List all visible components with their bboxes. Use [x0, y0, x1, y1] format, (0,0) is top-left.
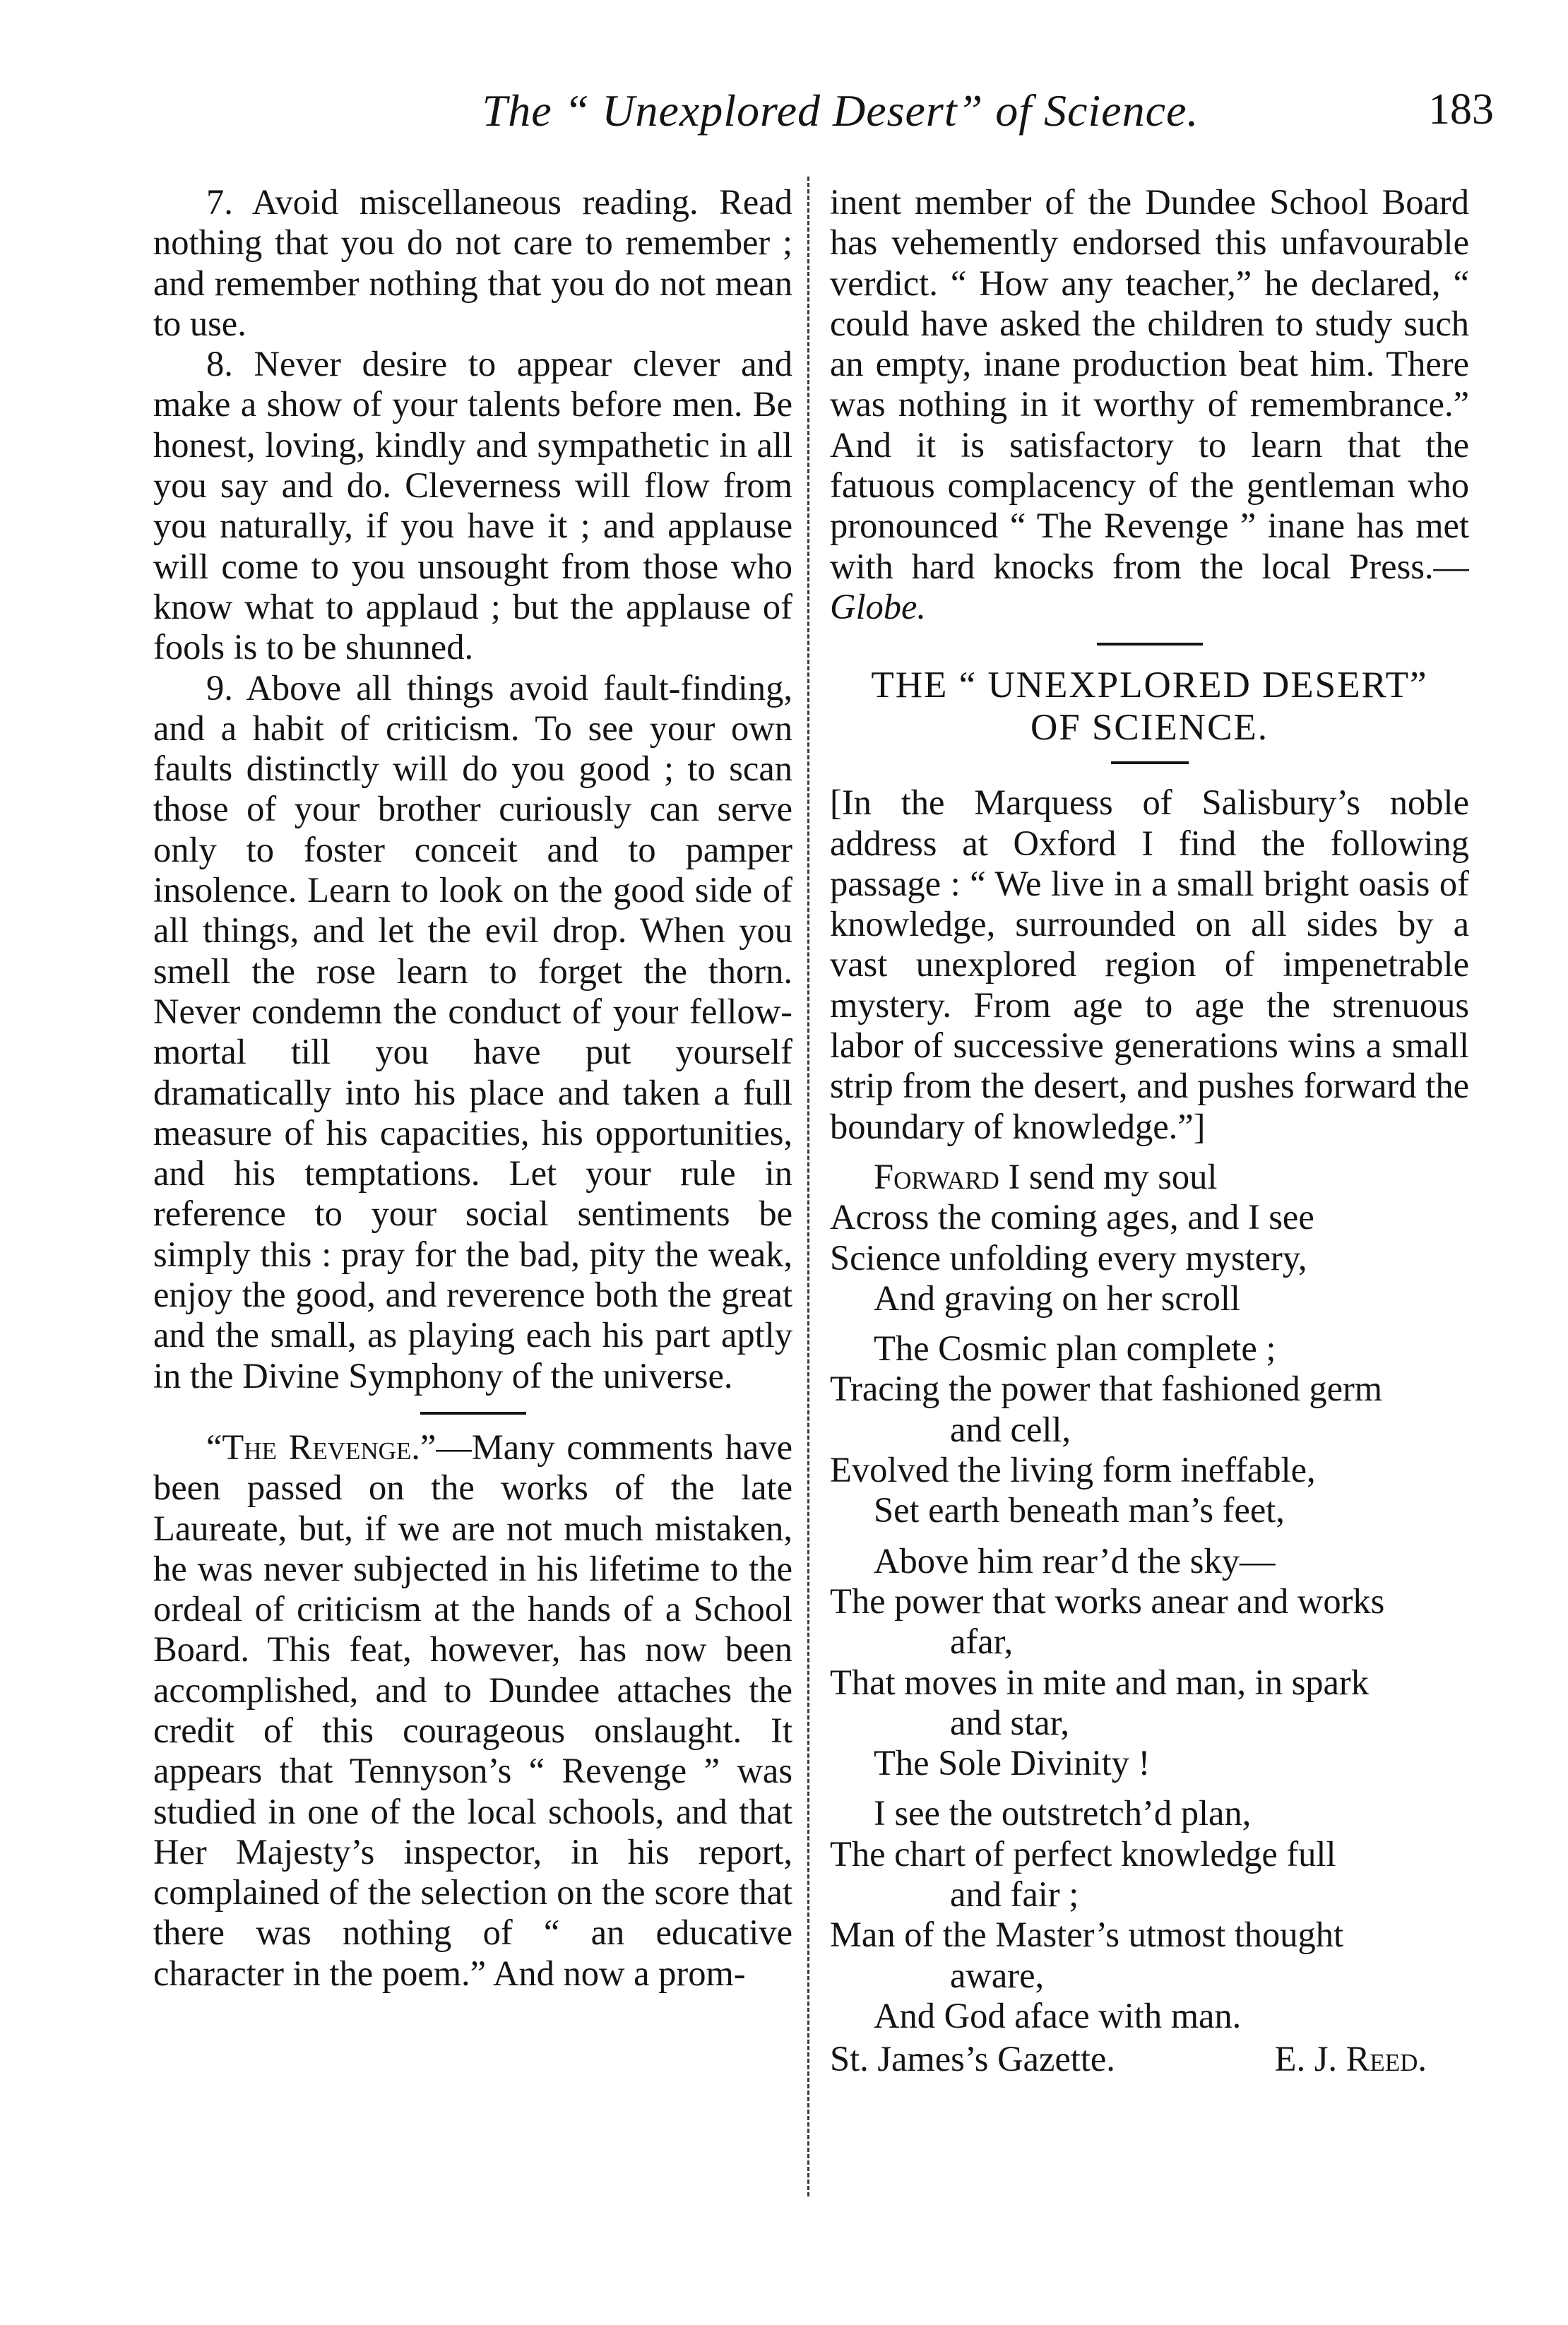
section-divider — [1097, 643, 1203, 646]
revenge-heading: “The Revenge.” — [206, 1427, 436, 1467]
poem-line: aware, — [950, 1955, 1045, 1995]
page-header — [0, 85, 1568, 170]
poem-signoff — [830, 2039, 1469, 2079]
title-divider — [1111, 761, 1189, 764]
poem-line-rest: I send my soul — [999, 1156, 1218, 1196]
poem-line: and cell, — [950, 1409, 1071, 1449]
poem-line-lead: Forward — [874, 1156, 999, 1196]
left-column — [153, 182, 792, 2244]
revenge-continuation — [830, 182, 1469, 627]
poem-stanza-4 — [830, 1793, 1469, 2036]
poem-line: afar, — [950, 1622, 1014, 1662]
poem-line: Man of the Master’s utmost thought — [830, 1915, 1344, 1955]
poem-line: I see the outstretch’d plan, — [874, 1793, 1252, 1833]
paragraph-9: 9. Above all things avoid fault-finding, and a habit of criticism. To see your own faults distinctly will do you good ; to scan those of your brother curiously can serve only to foster conceit and to pamper insolence. Learn to look on the good side of all things, and let the evil drop. When you smell the rose learn to forget the thorn. Never condemn the conduct of your fellow-mortal till you have put yourself dramatically into his place and taken a full measure of his capacities, his opportunities, and his temptations. Let your rule in reference to your social sentiments be simply this : pray for the bad, pity the weak, enjoy the good, and reverence both the great and the small, as playing each his part aptly in the Divine Symphony of the universe. — [153, 667, 792, 1396]
poem-line: Science unfolding every mystery, — [830, 1237, 1307, 1278]
page-number: 183 — [1428, 85, 1494, 133]
poem-line: Set earth beneath man’s feet, — [874, 1490, 1285, 1530]
poem-line: Tracing the power that fashioned germ — [830, 1369, 1383, 1409]
article-title-line-2: OF SCIENCE. — [1030, 707, 1269, 749]
poem-line: The power that works anear and works — [830, 1581, 1385, 1621]
poem-line: Across the coming ages, and I see — [830, 1197, 1314, 1237]
poem-source: St. James’s Gazette. — [830, 2039, 1115, 2079]
poem-line: and fair ; — [950, 1874, 1079, 1914]
article-title — [830, 664, 1469, 749]
revenge-text: —Many comments have been passed on the works of the late Laureate, but, if we are not much mistaken, he was never subjected in his lifetime to the ordeal of criticism at the hands of a School Board. This feat, however, has now been accomplished, and to Dundee attaches the credit of this courageous onslaught. It appears that Tennyson’s “ Revenge ” was studied in one of the local schools, and that Her Majesty’s inspector, in his report, complained of the selection on the score that there was nothing of “ an educative character in the poem.” And now a prom- — [153, 1427, 792, 1993]
poem-line: And graving on her scroll — [874, 1278, 1240, 1318]
poem-line: That moves in mite and man, in spark — [830, 1662, 1369, 1702]
poem-line: Evolved the living form ineffable, — [830, 1450, 1316, 1490]
poem-line: Above him rear’d the sky— — [874, 1540, 1276, 1581]
paragraph-7: 7. Avoid miscellaneous reading. Read nothing that you do not care to remember ; and remember nothing that you do not mean to use. — [153, 182, 792, 343]
intro-quotation: [In the Marquess of Salisbury’s noble address at Oxford I find the following passage : “ We live in a small bright oasis of knowledge, surrounded on all sides by a vast unexplored region of impenetrable mystery. From age to age the strenuous labor of successive generations wins a small strip from the desert, and pushes forward the boundary of knowledge.”] — [830, 783, 1469, 1146]
poem-line: The Sole Divinity ! — [874, 1743, 1151, 1783]
poem-stanza-2 — [830, 1328, 1469, 1530]
poem-line: and star, — [950, 1702, 1070, 1742]
poem-author: E. J. Reed. — [1274, 2039, 1427, 2079]
poem-stanza-3 — [830, 1541, 1469, 1784]
poem-line — [830, 1157, 1469, 1197]
revenge-source: Globe. — [830, 586, 927, 626]
article-title-line-1: THE “ UNEXPLORED DESERT” — [871, 665, 1428, 706]
revenge-paragraph — [153, 1427, 792, 1994]
running-title: The “ Unexplored Desert” of Science. — [482, 85, 1199, 136]
section-divider — [420, 1412, 526, 1415]
right-column — [830, 182, 1469, 2244]
paragraph-8: 8. Never desire to appear clever and make a show of your talents before men. Be honest, loving, kindly and sympathetic in all you say and do. Cleverness will flow from you naturally, if you have it ; and applause will come to you unsought from those who know what to applaud ; but the applause of fools is to be shunned. — [153, 344, 792, 667]
poem-line: The chart of perfect knowledge full — [830, 1833, 1336, 1874]
column-divider — [807, 177, 812, 2196]
poem-stanza-1 — [830, 1157, 1469, 1319]
poem-line: The Cosmic plan complete ; — [874, 1328, 1276, 1369]
revenge-continuation-text: inent member of the Dundee School Board has vehemently endorsed this unfavourable verdict. “ How any teacher,” he declared, “ could have asked the children to study such an empty, inane production beat him. There was nothing in it worthy of remembrance.” And it is satisfactory to learn that the fatuous complacency of the gentleman who pronounced “ The Revenge ” inane has met with hard knocks from the local Press.— — [830, 182, 1469, 586]
poem-line: And God aface with man. — [874, 1995, 1242, 2035]
